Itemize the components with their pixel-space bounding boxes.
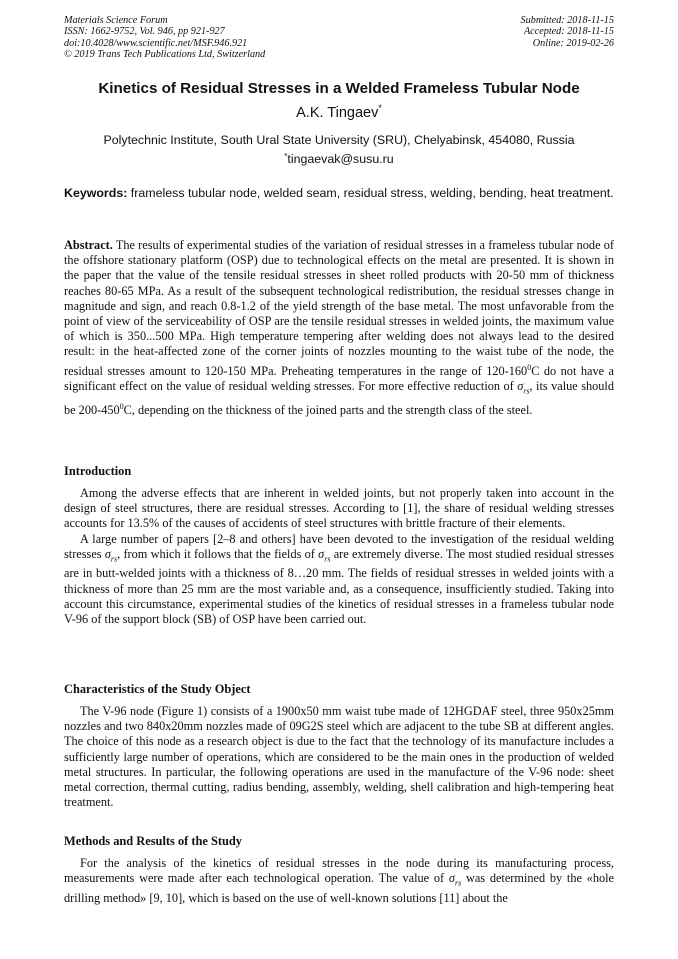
doi-line: doi:10.4028/www.scientific.net/MSF.946.921 xyxy=(64,37,248,49)
header-journal-info xyxy=(64,15,404,60)
introduction-body xyxy=(64,486,614,627)
issn-line: ISSN: 1662-9752, Vol. 946, pp 921-927 xyxy=(64,26,225,38)
introduction-heading: Introduction xyxy=(64,464,132,478)
sigma-rs-symbol: $\sigma_{rs}$ xyxy=(104,546,118,564)
methods-body xyxy=(64,856,614,906)
journal-name: Materials Science Forum xyxy=(64,15,168,26)
online-date: Online: 2019-02-26 xyxy=(532,37,614,49)
email-line xyxy=(64,152,614,166)
intro-paragraph-2: A large number of papers [2–8 and others] have been devoted to the investigation of the residual welding stresses $\sigma_{rs}$, from which it follows that the fields of $\sigma_{rs}$ are extremely diverse. The most studied residual stresses are in butt-welded joints with a thickness of 8…20 mm. The fields of residual stresses in welded joints with a thickness of more than 25 mm are the most variable and, as a consequence, insufficiently studied. Taking into account this circumstance, experimental studies of the kinetics of residual stresses in a frameless tubular node V-96 of the support block (SB) of OSP have been carried out. xyxy=(64,531,615,627)
methods-heading: Methods and Results of the Study xyxy=(64,834,242,848)
keywords-label: Keywords: xyxy=(64,186,128,200)
characteristics-heading: Characteristics of the Study Object xyxy=(64,682,251,696)
characteristics-paragraph: The V-96 node (Figure 1) consists of a 1900x50 mm waist tube made of 12HGDAF steel, three 950x25mm nozzles and two 840x20mm nozzles made of 09G2S steel which are adjacent to the tube SB at different angles. The choice of this node as a research object is due to the fact that the technology of its manufacture includes a sufficiently large number of operations, which are considered to be the main ones in the production of welded metal structures. In particular, the following operations are used in the manufacture of the V-96 node: sheet metal correction, thermal cutting, radius bending, assembly, welding, shell calibration and high-tempering heat treatment. xyxy=(64,704,614,810)
abstract-label: Abstract. xyxy=(64,238,113,252)
sigma-rs-symbol: $\sigma_{rs}$ xyxy=(318,546,331,564)
submitted-date: Submitted: 2018-11-15 xyxy=(520,15,614,26)
intro-paragraph-1: Among the adverse effects that are inherent in welded joints, but not properly taken into account in the design of steel structures, there are residual stresses. According to [1], the share of residual welding stresses accounts for 13.5% of the causes of accidents of steel structures with brittle fracture of their elements. xyxy=(64,486,614,531)
author-line xyxy=(64,105,614,121)
abstract: Abstract. The results of experimental studies of the variation of residual stresses in a frameless tubular node of the offshore stationary platform (OSP) due to technological effects on the metal are presented. It is shown in the paper that the value of the tensile residual stresses in sheet rolled products with 20-50 mm of thickness reaches 80-65 MPa. As a result of the subsequent technological redistribution, the residual stresses change in magnitude and sign, and reach 0.8-1.2 of the yield strength of the base metal. The most unfavorable from the point of view of the serviceability of OSP are the tensile residual stresses in welded joints, the maximum value of which is 350...500 MPa. High temperature tempering after welding does not always lead to the desired result: in the heat-affected zone of the corner joints of nozzles mounting to the waist tube of the node, the residual stresses amount to 120-150 MPa. Preheating temperatures in the range of $120-160^0C$ do not have a significant effect on the value of residual welding stresses. For more effective reduction of $\sigma_{rs}$, its value should be $200-450^0C$, depending on the thickness of the joined parts and the strength class of the steel. xyxy=(64,238,615,417)
copyright-line: © 2019 Trans Tech Publications Ltd, Switzerland xyxy=(64,48,266,60)
author-mark: * xyxy=(378,103,382,113)
paper-title: Kinetics of Residual Stresses in a Welded Frameless Tubular Node xyxy=(98,80,580,97)
methods-paragraph: For the analysis of the kinetics of residual stresses in the node during its manufacturing process, measurements were made after each technological operation. The value of $\sigma_{rs}$ was determined by the «hole drilling method» [9, 10], which is based on the use of well-known solutions [11] about the xyxy=(64,856,615,905)
email-mark: * xyxy=(284,152,288,161)
sigma-rs-symbol: $\sigma_{rs}$ xyxy=(448,871,462,888)
keywords xyxy=(64,186,614,201)
sigma-rs-symbol: $\sigma_{rs}$ xyxy=(517,378,530,396)
affiliation: Polytechnic Institute, South Ural State University (SRU), Chelyabinsk, 454080, Russia xyxy=(103,133,575,147)
author-name: A.K. Tingaev xyxy=(296,105,379,121)
characteristics-body xyxy=(64,704,614,810)
email-address: tingaevak@susu.ru xyxy=(287,152,394,166)
keywords-text: frameless tubular node, welded seam, residual stress, welding, bending, heat treatment. xyxy=(127,186,614,200)
header-dates xyxy=(374,15,614,49)
accepted-date: Accepted: 2018-11-15 xyxy=(523,26,614,38)
